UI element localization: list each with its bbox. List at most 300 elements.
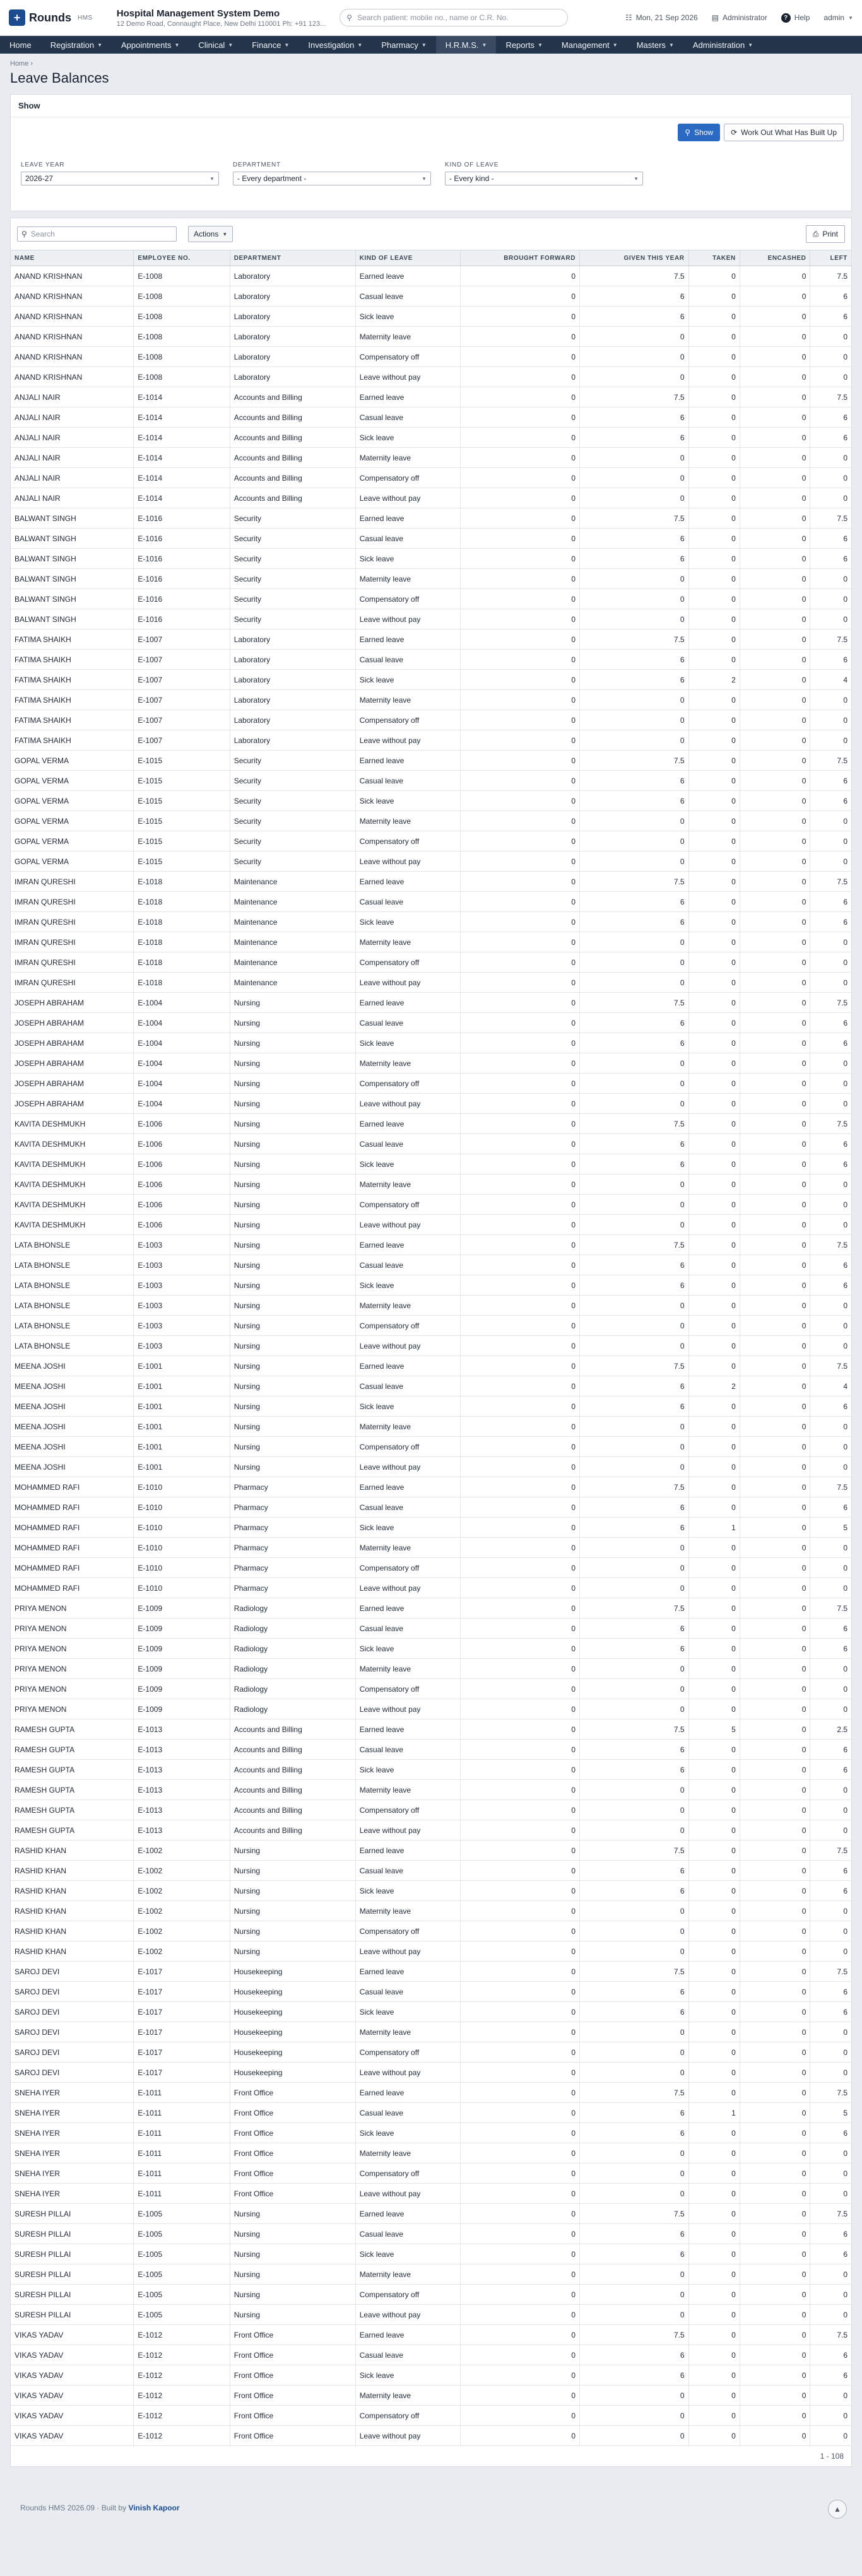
table-row[interactable] — [11, 1396, 851, 1417]
table-row[interactable] — [11, 2184, 851, 2204]
cell-left: 6 — [810, 1154, 851, 1174]
table-row[interactable] — [11, 1154, 851, 1174]
table-row[interactable] — [11, 912, 851, 932]
table-row[interactable] — [11, 549, 851, 569]
cell-given-this-year: 0 — [580, 1457, 689, 1477]
cell-encashed: 0 — [740, 1114, 810, 1134]
cell-name: ANAND KRISHNAN — [11, 367, 134, 387]
cell-brought-forward: 0 — [461, 2204, 580, 2224]
filter-select[interactable] — [233, 172, 431, 185]
cell-kind-of-leave: Compensatory off — [355, 347, 461, 367]
cell-left: 0 — [810, 589, 851, 609]
nav-item-appointments[interactable] — [112, 36, 189, 54]
table-row[interactable] — [11, 1134, 851, 1154]
calendar-icon: ☷ — [625, 13, 632, 22]
column-header[interactable]: BROUGHT FORWARD — [461, 250, 580, 266]
cell-given-this-year: 0 — [580, 811, 689, 831]
leave-balance-table-card — [10, 218, 852, 2467]
table-row[interactable] — [11, 710, 851, 730]
table-row[interactable] — [11, 1760, 851, 1780]
cell-department: Nursing — [230, 1941, 355, 1962]
cell-encashed: 0 — [740, 1396, 810, 1417]
cell-kind-of-leave: Casual leave — [355, 1376, 461, 1396]
cell-encashed: 0 — [740, 1174, 810, 1195]
cell-department: Radiology — [230, 1679, 355, 1699]
table-row[interactable] — [11, 1417, 851, 1437]
table-row[interactable] — [11, 2063, 851, 2083]
table-row[interactable] — [11, 1962, 851, 1982]
nav-item-label: Reports — [505, 40, 534, 50]
table-row[interactable] — [11, 1800, 851, 1820]
cell-encashed: 0 — [740, 488, 810, 508]
table-row[interactable] — [11, 952, 851, 973]
table-row[interactable] — [11, 1699, 851, 1719]
table-row[interactable] — [11, 1013, 851, 1033]
table-row[interactable] — [11, 1376, 851, 1396]
table-row[interactable] — [11, 1901, 851, 1921]
cell-employee-no: E-1005 — [134, 2204, 230, 2224]
table-row[interactable] — [11, 1881, 851, 1901]
table-row[interactable] — [11, 1033, 851, 1053]
cell-given-this-year: 0 — [580, 1941, 689, 1962]
table-row[interactable] — [11, 852, 851, 872]
table-row[interactable] — [11, 448, 851, 468]
table-row[interactable] — [11, 751, 851, 771]
chevron-down-icon: ▼ — [537, 42, 543, 48]
cell-kind-of-leave: Maternity leave — [355, 327, 461, 347]
filter-department — [233, 161, 431, 185]
pager-range: 1 - 108 — [820, 2452, 844, 2461]
help-link[interactable] — [781, 13, 810, 23]
cell-department: Nursing — [230, 2264, 355, 2285]
cell-employee-no: E-1012 — [134, 2426, 230, 2446]
table-row[interactable] — [11, 1719, 851, 1740]
cell-encashed: 0 — [740, 2204, 810, 2224]
table-row[interactable] — [11, 2426, 851, 2446]
cell-taken: 0 — [688, 589, 740, 609]
column-header[interactable]: ENCASHED — [740, 250, 810, 266]
table-row[interactable] — [11, 811, 851, 831]
cell-encashed: 0 — [740, 2083, 810, 2103]
cell-name: FATIMA SHAIKH — [11, 629, 134, 650]
cell-brought-forward: 0 — [461, 1740, 580, 1760]
table-row[interactable] — [11, 1921, 851, 1941]
cell-employee-no: E-1001 — [134, 1437, 230, 1457]
app-name: Rounds — [29, 11, 71, 24]
table-row[interactable] — [11, 1457, 851, 1477]
table-row[interactable] — [11, 307, 851, 327]
table-row[interactable] — [11, 1538, 851, 1558]
cell-given-this-year: 6 — [580, 2365, 689, 2386]
table-row[interactable] — [11, 2365, 851, 2386]
cell-given-this-year: 0 — [580, 2285, 689, 2305]
cell-employee-no: E-1014 — [134, 387, 230, 407]
table-row[interactable] — [11, 1235, 851, 1255]
cell-brought-forward: 0 — [461, 2042, 580, 2063]
table-row[interactable] — [11, 1053, 851, 1074]
nav-item-label: H.R.M.S. — [445, 40, 479, 50]
table-row[interactable] — [11, 831, 851, 852]
cell-name: KAVITA DESHMUKH — [11, 1174, 134, 1195]
cell-left: 6 — [810, 1134, 851, 1154]
cell-taken: 0 — [688, 710, 740, 730]
table-row[interactable] — [11, 1336, 851, 1356]
cell-name: SNEHA IYER — [11, 2103, 134, 2123]
brand[interactable] — [9, 9, 93, 26]
table-row[interactable] — [11, 367, 851, 387]
cell-taken: 0 — [688, 2143, 740, 2163]
cell-name: SURESH PILLAI — [11, 2204, 134, 2224]
column-header[interactable]: GIVEN THIS YEAR — [580, 250, 689, 266]
chevron-down-icon: ▼ — [421, 42, 427, 48]
cell-encashed: 0 — [740, 2123, 810, 2143]
table-row[interactable] — [11, 1316, 851, 1336]
cell-brought-forward: 0 — [461, 1033, 580, 1053]
nav-item-registration[interactable] — [41, 36, 112, 54]
cell-taken: 0 — [688, 1800, 740, 1820]
cell-name: VIKAS YADAV — [11, 2386, 134, 2406]
cell-taken: 0 — [688, 2406, 740, 2426]
table-row[interactable] — [11, 1356, 851, 1376]
cell-brought-forward: 0 — [461, 2022, 580, 2042]
cell-encashed: 0 — [740, 912, 810, 932]
table-row[interactable] — [11, 387, 851, 407]
filter-select[interactable] — [445, 172, 643, 185]
nav-item-clinical[interactable] — [189, 36, 242, 54]
cell-encashed: 0 — [740, 589, 810, 609]
table-row[interactable] — [11, 690, 851, 710]
cell-taken: 0 — [688, 2204, 740, 2224]
table-row[interactable] — [11, 2022, 851, 2042]
table-row[interactable] — [11, 2345, 851, 2365]
cell-brought-forward: 0 — [461, 1578, 580, 1598]
cell-brought-forward: 0 — [461, 2365, 580, 2386]
cell-employee-no: E-1015 — [134, 852, 230, 872]
table-row[interactable] — [11, 569, 851, 589]
chevron-down-icon: ▼ — [174, 42, 180, 48]
id-card-icon: ▤ — [711, 13, 719, 22]
table-row[interactable] — [11, 670, 851, 690]
table-row[interactable] — [11, 993, 851, 1013]
nav-item-reports[interactable] — [496, 36, 552, 54]
cell-name: RASHID KHAN — [11, 1921, 134, 1941]
table-row[interactable] — [11, 266, 851, 286]
table-row[interactable] — [11, 488, 851, 508]
work-out-button[interactable] — [724, 124, 844, 141]
cell-employee-no: E-1006 — [134, 1154, 230, 1174]
nav-item-finance[interactable] — [242, 36, 298, 54]
table-row[interactable] — [11, 2123, 851, 2143]
table-search-input[interactable] — [17, 226, 177, 242]
cell-given-this-year: 7.5 — [580, 751, 689, 771]
footer-author-link[interactable]: Vinish Kapoor — [128, 2503, 180, 2512]
cell-brought-forward: 0 — [461, 1619, 580, 1639]
column-header[interactable]: LEFT — [810, 250, 851, 266]
cell-employee-no: E-1013 — [134, 1740, 230, 1760]
table-row[interactable] — [11, 1659, 851, 1679]
cell-given-this-year: 0 — [580, 1417, 689, 1437]
table-row[interactable] — [11, 973, 851, 993]
cell-brought-forward: 0 — [461, 1396, 580, 1417]
cell-employee-no: E-1013 — [134, 1800, 230, 1820]
cell-taken: 0 — [688, 629, 740, 650]
cell-name: GOPAL VERMA — [11, 751, 134, 771]
cell-employee-no: E-1002 — [134, 1861, 230, 1881]
cell-department: Pharmacy — [230, 1538, 355, 1558]
cell-kind-of-leave: Maternity leave — [355, 1659, 461, 1679]
table-row[interactable] — [11, 1195, 851, 1215]
cell-taken: 0 — [688, 1396, 740, 1417]
patient-search-input[interactable] — [339, 9, 568, 26]
cell-left: 6 — [810, 1497, 851, 1518]
user-menu[interactable] — [824, 13, 853, 22]
table-row[interactable] — [11, 327, 851, 347]
table-row[interactable] — [11, 1639, 851, 1659]
table-row[interactable] — [11, 1740, 851, 1760]
table-row[interactable] — [11, 650, 851, 670]
table-row[interactable] — [11, 589, 851, 609]
nav-item-pharmacy[interactable] — [372, 36, 435, 54]
cell-kind-of-leave: Compensatory off — [355, 2285, 461, 2305]
table-row[interactable] — [11, 2002, 851, 2022]
table-row[interactable] — [11, 347, 851, 367]
table-row[interactable] — [11, 1477, 851, 1497]
table-row[interactable] — [11, 1578, 851, 1598]
table-row[interactable] — [11, 1518, 851, 1538]
cell-brought-forward: 0 — [461, 367, 580, 387]
table-row[interactable] — [11, 2285, 851, 2305]
table-row[interactable] — [11, 468, 851, 488]
nav-item-label: Pharmacy — [381, 40, 418, 50]
cell-brought-forward: 0 — [461, 1760, 580, 1780]
table-row[interactable] — [11, 1619, 851, 1639]
cell-kind-of-leave: Maternity leave — [355, 1053, 461, 1074]
cell-kind-of-leave: Maternity leave — [355, 2264, 461, 2285]
table-row[interactable] — [11, 2163, 851, 2184]
cell-department: Housekeeping — [230, 2063, 355, 2083]
table-row[interactable] — [11, 1861, 851, 1881]
table-row[interactable] — [11, 2264, 851, 2285]
cell-name: KAVITA DESHMUKH — [11, 1114, 134, 1134]
table-row[interactable] — [11, 1820, 851, 1841]
cell-encashed: 0 — [740, 1901, 810, 1921]
cell-employee-no: E-1012 — [134, 2345, 230, 2365]
table-row[interactable] — [11, 791, 851, 811]
table-row[interactable] — [11, 1174, 851, 1195]
print-button[interactable] — [806, 225, 845, 243]
cell-given-this-year: 0 — [580, 710, 689, 730]
cell-brought-forward: 0 — [461, 1154, 580, 1174]
table-row[interactable] — [11, 2224, 851, 2244]
table-row[interactable] — [11, 2103, 851, 2123]
cell-kind-of-leave: Maternity leave — [355, 1174, 461, 1195]
table-row[interactable] — [11, 2244, 851, 2264]
cell-encashed: 0 — [740, 1659, 810, 1679]
table-row[interactable] — [11, 2305, 851, 2325]
cell-kind-of-leave: Maternity leave — [355, 1417, 461, 1437]
table-row[interactable] — [11, 1215, 851, 1235]
chevron-down-icon: ▼ — [422, 175, 427, 182]
table-row[interactable] — [11, 1841, 851, 1861]
table-row[interactable] — [11, 2386, 851, 2406]
column-header[interactable]: KIND OF LEAVE — [355, 250, 461, 266]
leave-balance-table — [11, 250, 851, 2446]
column-header[interactable]: TAKEN — [688, 250, 740, 266]
table-row[interactable] — [11, 2325, 851, 2345]
cell-taken: 0 — [688, 2002, 740, 2022]
cell-left: 0 — [810, 1558, 851, 1578]
cell-given-this-year: 0 — [580, 852, 689, 872]
nav-item-h-r-m-s[interactable] — [436, 36, 497, 54]
table-row[interactable] — [11, 1941, 851, 1962]
cell-employee-no: E-1003 — [134, 1255, 230, 1275]
cell-employee-no: E-1003 — [134, 1296, 230, 1316]
cell-brought-forward: 0 — [461, 407, 580, 428]
table-row[interactable] — [11, 1780, 851, 1800]
cell-name: JOSEPH ABRAHAM — [11, 1013, 134, 1033]
cell-department: Nursing — [230, 1154, 355, 1174]
cell-taken: 0 — [688, 751, 740, 771]
table-row[interactable] — [11, 872, 851, 892]
cell-kind-of-leave: Compensatory off — [355, 710, 461, 730]
cell-encashed: 0 — [740, 407, 810, 428]
cell-brought-forward: 0 — [461, 932, 580, 952]
table-row[interactable] — [11, 2083, 851, 2103]
cell-employee-no: E-1017 — [134, 1962, 230, 1982]
chevron-down-icon: ▼ — [668, 42, 674, 48]
show-card — [10, 94, 852, 211]
cell-employee-no: E-1017 — [134, 2022, 230, 2042]
cell-name: SNEHA IYER — [11, 2083, 134, 2103]
cell-taken: 0 — [688, 2123, 740, 2143]
cell-employee-no: E-1002 — [134, 1901, 230, 1921]
table-row[interactable] — [11, 1094, 851, 1114]
breadcrumb-home[interactable]: Home — [10, 60, 29, 67]
cell-department: Radiology — [230, 1659, 355, 1679]
column-header[interactable]: EMPLOYEE NO. — [134, 250, 230, 266]
table-row[interactable] — [11, 932, 851, 952]
cell-employee-no: E-1010 — [134, 1578, 230, 1598]
cell-given-this-year: 0 — [580, 2143, 689, 2163]
table-row[interactable] — [11, 1275, 851, 1296]
cell-employee-no: E-1005 — [134, 2264, 230, 2285]
scroll-top-button[interactable] — [828, 2500, 847, 2519]
table-row[interactable] — [11, 1255, 851, 1275]
cell-given-this-year: 6 — [580, 1154, 689, 1174]
cell-encashed: 0 — [740, 1679, 810, 1699]
table-row[interactable] — [11, 892, 851, 912]
cell-given-this-year: 6 — [580, 549, 689, 569]
cell-employee-no: E-1013 — [134, 1780, 230, 1800]
cell-kind-of-leave: Compensatory off — [355, 1921, 461, 1941]
cell-brought-forward: 0 — [461, 1094, 580, 1114]
table-row[interactable] — [11, 2204, 851, 2224]
table-row[interactable] — [11, 1679, 851, 1699]
actions-dropdown[interactable] — [188, 226, 233, 242]
cell-department: Nursing — [230, 1376, 355, 1396]
table-row[interactable] — [11, 609, 851, 629]
column-header[interactable]: DEPARTMENT — [230, 250, 355, 266]
show-button[interactable] — [678, 124, 720, 141]
cell-given-this-year: 0 — [580, 1437, 689, 1457]
cell-name: SAROJ DEVI — [11, 1982, 134, 2002]
table-row[interactable] — [11, 771, 851, 791]
table-row[interactable] — [11, 1598, 851, 1619]
cell-employee-no: E-1001 — [134, 1376, 230, 1396]
cell-left: 0 — [810, 1074, 851, 1094]
table-row[interactable] — [11, 508, 851, 529]
table-row[interactable] — [11, 1114, 851, 1134]
cell-brought-forward: 0 — [461, 710, 580, 730]
cell-employee-no: E-1007 — [134, 670, 230, 690]
table-row[interactable] — [11, 428, 851, 448]
nav-item-management[interactable] — [552, 36, 627, 54]
table-row[interactable] — [11, 1437, 851, 1457]
cell-taken: 0 — [688, 892, 740, 912]
cell-department: Nursing — [230, 1417, 355, 1437]
table-row[interactable] — [11, 2042, 851, 2063]
table-row[interactable] — [11, 2406, 851, 2426]
cell-taken: 0 — [688, 468, 740, 488]
cell-taken: 0 — [688, 1699, 740, 1719]
table-row[interactable] — [11, 1074, 851, 1094]
filter-select[interactable] — [21, 172, 219, 185]
cell-kind-of-leave: Earned leave — [355, 266, 461, 286]
nav-item-home[interactable] — [0, 36, 41, 54]
cell-name: KAVITA DESHMUKH — [11, 1215, 134, 1235]
nav-item-investigation[interactable] — [298, 36, 372, 54]
table-row[interactable] — [11, 1982, 851, 2002]
cell-name: RAMESH GUPTA — [11, 1800, 134, 1820]
nav-item-masters[interactable] — [627, 36, 683, 54]
work-out-button-label: Work Out What Has Built Up — [741, 128, 837, 137]
cell-left: 0 — [810, 1820, 851, 1841]
cell-taken: 0 — [688, 569, 740, 589]
table-row[interactable] — [11, 2143, 851, 2163]
cell-left: 0 — [810, 1800, 851, 1820]
cell-taken: 0 — [688, 2264, 740, 2285]
cell-left: 0 — [810, 2305, 851, 2325]
table-row[interactable] — [11, 529, 851, 549]
table-row[interactable] — [11, 1296, 851, 1316]
table-row[interactable] — [11, 286, 851, 307]
nav-item-administration[interactable] — [683, 36, 762, 54]
table-row[interactable] — [11, 1558, 851, 1578]
cell-taken: 1 — [688, 1518, 740, 1538]
cell-given-this-year: 6 — [580, 771, 689, 791]
table-row[interactable] — [11, 1497, 851, 1518]
cell-brought-forward: 0 — [461, 347, 580, 367]
cell-left: 7.5 — [810, 629, 851, 650]
cell-employee-no: E-1005 — [134, 2244, 230, 2264]
cell-left: 0 — [810, 1538, 851, 1558]
cell-kind-of-leave: Sick leave — [355, 1518, 461, 1538]
cell-brought-forward: 0 — [461, 488, 580, 508]
table-row[interactable] — [11, 629, 851, 650]
cell-kind-of-leave: Compensatory off — [355, 1558, 461, 1578]
cell-given-this-year: 0 — [580, 1316, 689, 1336]
cell-employee-no: E-1003 — [134, 1235, 230, 1255]
cell-given-this-year: 0 — [580, 1195, 689, 1215]
cell-encashed: 0 — [740, 367, 810, 387]
column-header[interactable]: NAME — [11, 250, 134, 266]
nav-item-label: Finance — [252, 40, 281, 50]
table-row[interactable] — [11, 730, 851, 751]
cell-employee-no: E-1017 — [134, 2063, 230, 2083]
table-row[interactable] — [11, 407, 851, 428]
cell-department: Laboratory — [230, 347, 355, 367]
cell-brought-forward: 0 — [461, 650, 580, 670]
